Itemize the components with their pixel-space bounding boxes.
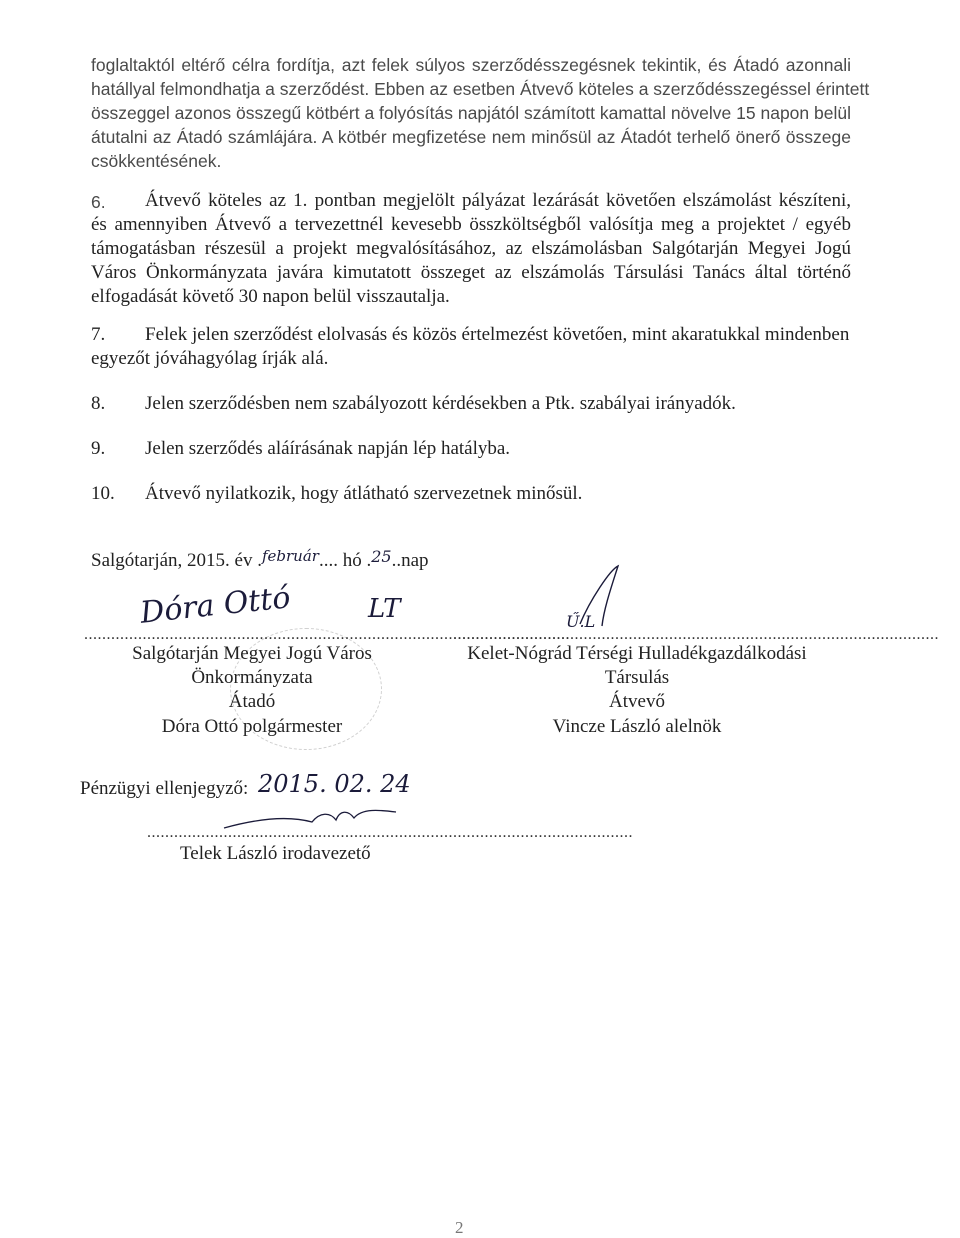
signer-org-line2: Társulás [604,667,670,688]
paragraph-line: egyezőt jóváhagyólag írják alá. [91,348,329,369]
paragraph-line: Felek jelen szerződést elolvasás és közös értelmezést követően, mint akaratukkal mindenben [145,324,850,345]
paragraph-line: csökkentésének. [91,151,222,171]
date-suffix: ..nap [391,550,429,571]
paragraph-line: foglaltaktól eltérő célra fordítja, azt felek súlyos szerződésszegésnek tekintik, és Átadó azonnali [91,55,851,75]
signature-dotted-line: ............................................................................................................ [147,824,633,841]
signature-dotted-line: ............................................................................................................ [453,626,939,643]
handwritten-initials: LT [368,594,401,624]
paragraph-line: támogatásban részesül a projekt megvalósításához, az elszámolásban Salgótarján Megyei Jogú [91,238,851,259]
signer-org-line2: Önkormányzata [191,667,313,688]
handwritten-date: 2015. 02. 24 [258,770,411,798]
date-line [91,547,429,572]
clause-number: 10. [91,483,115,504]
paragraph-line: Átvevő köteles az 1. pontban megjelölt pályázat lezárását követően elszámolást készíteni, [145,190,851,211]
signer-role: Átadó [228,691,276,712]
paragraph-line: átutalni az Átadó számlájára. A kötbér megfizetése nem minősül az Átadót terhelő önerő összege [91,127,851,147]
clause-number: 7. [91,324,106,345]
signer-org-line1: Kelet-Nógrád Térségi Hulladékgazdálkodási [467,643,807,664]
signer-role: Átvevő [609,691,665,712]
signature-dotted-line: ............................................................................................................ [84,626,570,643]
signer-name: Vincze László alelnök [552,716,722,737]
handwritten-month: február [261,547,319,565]
paragraph-line: hatállyal felmondhatja a szerződést. Ebben az esetben Átvevő köteles a szerződésszegéssel érintett [91,79,870,99]
signer-org-line1: Salgótarján Megyei Jogú Város [132,643,372,664]
handwritten-signature: Ű.L [566,612,596,631]
date-prefix: Salgótarján, 2015. év . [91,550,262,571]
date-middle: .... hó . [318,550,372,571]
paragraph-line: Város Önkormányzata javára kimutatott összeget az elszámolás Társulási Tanács által történő [91,262,851,283]
clause-number: 6. [91,192,106,212]
paragraph-line: elfogadását követő 30 napon belül visszautalja. [91,286,450,307]
clause-9-text: Jelen szerződés aláírásának napján lép hatályba. [145,438,511,459]
clause-10-text: Átvevő nyilatkozik, hogy átlátható szervezetnek minősül. [145,483,583,504]
handwritten-day: 25 [371,547,392,566]
clause-number: 9. [91,438,106,459]
clause-8-text: Jelen szerződésben nem szabályozott kérdésekben a Ptk. szabályai irányadók. [145,393,736,414]
handwritten-signature: Dóra Ottó [138,580,293,631]
page-number: 2 [455,1218,464,1237]
paragraph-line: összeggel azonos összegű kötbért a folyósítás napjától számított kamattal növelve 15 napon belül [91,103,851,123]
paragraph-line: és amennyiben Átvevő a tervezettnél kevesebb összköltségből valósítja meg a projektet / egyéb [91,214,851,235]
signer-name: Dóra Ottó polgármester [161,716,343,737]
countersign-label: Pénzügyi ellenjegyző: [80,778,249,799]
countersign-name: Telek László irodavezető [180,843,371,864]
clause-number: 8. [91,393,106,414]
